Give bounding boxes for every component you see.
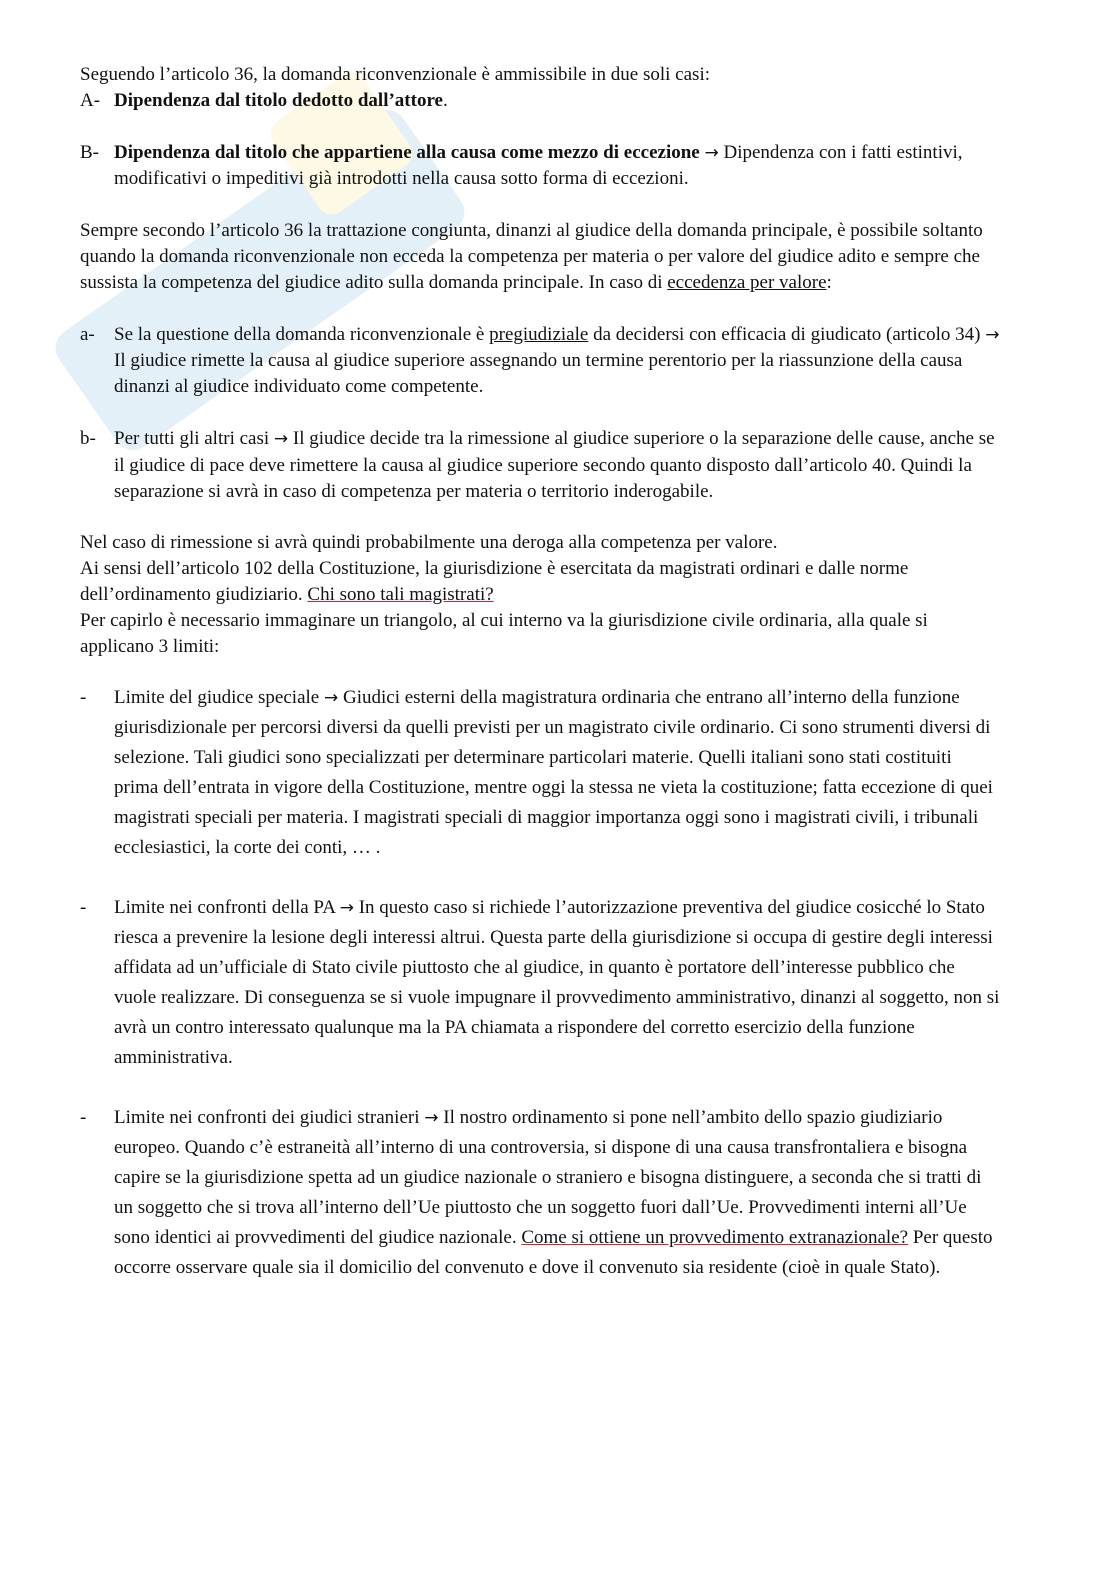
limit2-text: In questo caso si richiede l’autorizzazione preventiva del giudice cosicché lo Stato riesca a prevenire la lesione degli interessi altrui. Questa parte della giurisdizione si occupa di gestire degli interessi affidata ad un’ufficiale di Stato civile piuttosto che al giudice, in quanto è portatore dell’interesse pubblico che vuole realizzare. Di conseguenza se si vuole impugnare il provvedimento amministrativo, dinanzi al soggetto, non si avrà un contro interessato qualunque ma la PA chiamata a rispondere del corretto esercizio della funzione amministrativa. bbox=[114, 897, 1000, 1069]
para2-end: : bbox=[826, 271, 832, 293]
case-b-marker: B- bbox=[80, 141, 99, 163]
paragraph-trattazione bbox=[80, 218, 1000, 295]
underlined-extranazionale: Come si ottiene un provvedimento extranazionale? bbox=[521, 1227, 909, 1249]
limit1-head: Limite del giudice speciale bbox=[114, 687, 324, 709]
arrow-icon: → bbox=[985, 324, 1000, 345]
limit1-text: Giudici esterni della magistratura ordinaria che entrano all’interno della funzione giurisdizionale per percorsi diversi da quelli previsti per un magistrato civile ordinario. Ci sono strumenti diversi di selezione. Tali giudici sono specializzati per determinare particolari materie. Quelli italiani sono stati costituiti prima dell’entrata in vigore della Costituzione, mentre oggi la stessa ne vieta la costituzione; fatta eccezione di quei magistrati speciali per materia. I magistrati speciali di maggior importanza oggi sono i magistrati civili, i tribunali ecclesiastici, la corte dei conti, … . bbox=[114, 687, 993, 859]
subcase-a-marker: a- bbox=[80, 323, 95, 345]
subcase-b-marker: b- bbox=[80, 427, 96, 449]
para2-text: Sempre secondo l’articolo 36 la trattazione congiunta, dinanzi al giudice della domanda principale, è possibile soltanto quando la domanda riconvenzionale non ecceda la competenza per materia o per valore del giudice adito e sempre che sussista la competenza del giudice adito sulla domanda principale. In caso di bbox=[80, 220, 983, 293]
limit-giudici-stranieri bbox=[80, 1103, 1000, 1283]
limit3-end: Per questo occorre osservare quale sia il domicilio del convenuto e dove il convenuto sia residente (cioè in quale Stato). bbox=[114, 1227, 993, 1279]
intro-paragraph: Seguendo l’articolo 36, la domanda riconvenzionale è ammissibile in due soli casi: bbox=[80, 64, 710, 85]
case-a-marker: A- bbox=[80, 89, 101, 111]
subcase-a-text2: da decidersi con efficacia di giudicato (articolo 34) bbox=[588, 323, 986, 345]
arrow-icon: → bbox=[323, 688, 339, 709]
limit3-text: Il nostro ordinamento si pone nell’ambito dello spazio giudiziario europeo. Quando c’è estraneità all’interno di una controversia, si dispone di una causa transfrontaliera e bisogna capire se la giurisdizione spetta ad un giudice nazionale o straniero e bisogna distinguere, a seconda che si tratti di un soggetto che si trova all’interno dell’Ue piuttosto che un soggetto fuori dall’Ue. Provvedimenti interni all’Ue sono identici ai provvedimenti del giudice nazionale. bbox=[114, 1107, 982, 1249]
limit2-head: Limite nei confronti della PA bbox=[114, 897, 340, 919]
document-page bbox=[80, 62, 1000, 1283]
arrow-icon: → bbox=[424, 1108, 439, 1129]
dash-marker: - bbox=[80, 1107, 87, 1129]
subcase-b-text2: Il giudice decide tra la rimessione al giudice superiore o la separazione delle cause, anche se il giudice di pace deve rimettere la causa al giudice superiore secondo quanto disposto dall’articolo 40. Quindi la separazione si avrà in caso di competenza per materia o territorio inderogabile. bbox=[114, 427, 995, 502]
underlined-pregiudiziale: pregiudiziale bbox=[489, 323, 589, 345]
case-a-title: Dipendenza dal titolo dedotto dall’attore bbox=[114, 89, 443, 111]
case-b-title: Dipendenza dal titolo che appartiene alla causa come mezzo di eccezione bbox=[114, 141, 700, 163]
limit-pa bbox=[80, 893, 1000, 1073]
underlined-eccedenza: eccedenza per valore bbox=[667, 271, 827, 293]
dash-marker: - bbox=[80, 687, 87, 709]
subcase-b bbox=[80, 426, 1000, 504]
subcase-b-text1: Per tutti gli altri casi bbox=[114, 427, 274, 449]
limit-giudice-speciale bbox=[80, 683, 1000, 863]
arrow-icon: → bbox=[273, 428, 289, 449]
case-b-text: Dipendenza con i fatti estintivi, modificativi o impeditivi già introdotti nella causa sotto forma di eccezioni. bbox=[114, 141, 963, 190]
paragraph-rimessione: Nel caso di rimessione si avrà quindi probabilmente una deroga alla competenza per valore. bbox=[80, 532, 778, 554]
limit3-head: Limite nei confronti dei giudici stranieri bbox=[114, 1107, 425, 1129]
case-b bbox=[80, 140, 1000, 193]
subcase-a bbox=[80, 322, 1000, 400]
arrow-icon: → bbox=[704, 142, 719, 163]
paragraph-triangolo: Per capirlo è necessario immaginare un triangolo, al cui interno va la giurisdizione civile ordinaria, alla quale si applicano 3 limiti: bbox=[80, 609, 928, 657]
arrow-icon: → bbox=[339, 898, 354, 919]
subcase-a-text3: Il giudice rimette la causa al giudice superiore assegnando un termine perentorio per la riassunzione della causa dinanzi al giudice individuato come competente. bbox=[114, 350, 963, 398]
subcase-a-text1: Se la questione della domanda riconvenzionale è bbox=[114, 323, 490, 345]
case-a-end: . bbox=[442, 89, 448, 111]
paragraph-costituzione bbox=[80, 556, 1000, 608]
para3-text: Ai sensi dell’articolo 102 della Costituzione, la giurisdizione è esercitata da magistrati ordinari e dalle norme dell’ordinamento giudiziario. bbox=[80, 558, 909, 605]
case-a bbox=[80, 88, 1000, 114]
dash-marker: - bbox=[80, 897, 87, 919]
underlined-magistrati: Chi sono tali magistrati? bbox=[307, 583, 494, 605]
